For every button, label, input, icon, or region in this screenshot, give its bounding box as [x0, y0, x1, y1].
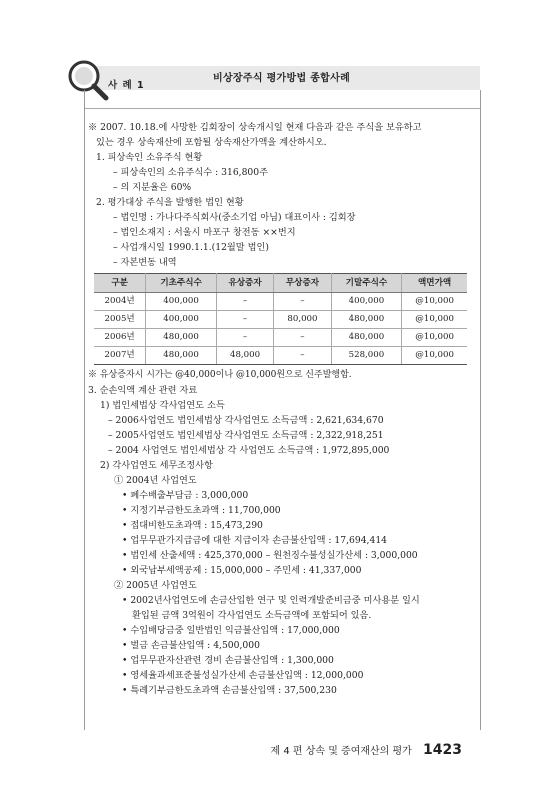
- table-cell: –: [274, 293, 331, 311]
- magnifier-icon: [64, 56, 110, 102]
- table-cell: 400,000: [331, 293, 402, 311]
- page-title: 비상장주식 평가방법 종합사례: [213, 73, 351, 84]
- list-item: • 업무무관자산관련 경비 손금불산입액 : 1,300,000: [122, 655, 334, 666]
- page-footer: [270, 742, 462, 758]
- list-item: • 외국납부세액공제 : 15,000,000 – 주민세 : 41,337,000: [122, 565, 362, 576]
- list-item: • 접대비한도초과액 : 15,473,290: [122, 520, 263, 531]
- table-cell: –: [216, 293, 273, 311]
- list-item: – 2006사업연도 법인세법상 각사업연도 소득금액 : 2,621,634,670: [108, 415, 384, 426]
- list-item: • 특례기부금한도초과액 손금불산입액 : 37,500,230: [122, 685, 337, 696]
- case-label: 사 례 1: [108, 80, 145, 91]
- table-cell: 480,000: [146, 329, 217, 347]
- table-cell: –: [274, 347, 331, 365]
- divider: [84, 108, 481, 109]
- table-cell: 480,000: [331, 329, 402, 347]
- capital-change-table: [94, 273, 467, 365]
- document-body: [88, 120, 473, 698]
- table-cell: @10,000: [402, 311, 467, 329]
- table-cell: 2007년: [94, 347, 146, 365]
- column-header: 무상증자: [274, 274, 331, 293]
- list-item: • 수입배당금중 일반법인 익금불산입액 : 17,000,000: [122, 625, 340, 636]
- year-heading: ② 2005년 사업연도: [114, 580, 197, 591]
- list-item-continuation: 환입된 금액 3억원이 각사업연도 소득금액에 포함되어 있음.: [132, 610, 372, 621]
- table-cell: 2004년: [94, 293, 146, 311]
- table-cell: 2005년: [94, 311, 146, 329]
- column-header: 기말주식수: [331, 274, 402, 293]
- list-item: – 법인명 : 가나다주식회사(중소기업 아님) 대표이사 : 김회장: [113, 212, 356, 223]
- table-row: [94, 311, 467, 329]
- column-header: 구분: [94, 274, 146, 293]
- subsection-heading: 2) 각사업연도 세무조정사항: [100, 460, 213, 471]
- table-cell: 400,000: [146, 293, 217, 311]
- list-item: • 업무무관가지급금에 대한 지급이자 손금불산입액 : 17,694,414: [122, 535, 388, 546]
- table-cell: @10,000: [402, 347, 467, 365]
- list-item: – 피상속인의 소유주식수 : 316,800주: [113, 167, 268, 178]
- table-cell: –: [216, 329, 273, 347]
- subsection-heading: 1) 법인세법상 각사업연도 소득: [100, 400, 225, 411]
- section-label: 제 4 편 상속 및 증여재산의 평가: [270, 746, 412, 757]
- list-item: • 폐수배출부담금 : 3,000,000: [122, 490, 249, 501]
- list-item: – 2004 사업연도 법인세법상 각 사업연도 소득금액 : 1,972,895,000: [108, 445, 390, 456]
- list-item: • 영세율과세표준불성실가산세 손금불산입액 : 12,000,000: [122, 670, 364, 681]
- table-cell: –: [216, 311, 273, 329]
- table-cell: 528,000: [331, 347, 402, 365]
- year-heading: ① 2004년 사업연도: [114, 475, 197, 486]
- table-cell: @10,000: [402, 293, 467, 311]
- table-cell: 80,000: [274, 311, 331, 329]
- intro-line: ※ 2007. 10.18.에 사망한 김회장이 상속개시일 현재 다음과 같은 주식을 보유하고: [88, 122, 422, 133]
- list-item: – 사업개시일 1990.1.1.(12월말 법인): [113, 242, 269, 253]
- list-item: – 의 지분율은 60%: [113, 182, 192, 193]
- column-header: 유상증자: [216, 274, 273, 293]
- table-note: ※ 유상증자시 시가는 @40,000이나 @10,000원으로 신주발행함.: [88, 370, 352, 380]
- left-border: [84, 90, 85, 730]
- table-cell: 2006년: [94, 329, 146, 347]
- list-item: – 자본변동 내역: [113, 257, 177, 268]
- list-item: • 법인세 산출세액 : 425,370,000 – 원천징수불성실가산세 : 3,000,000: [122, 550, 418, 561]
- column-header: 기초주식수: [146, 274, 217, 293]
- section-heading: 2. 평가대상 주식을 발행한 법인 현황: [96, 197, 244, 208]
- table-header-row: [94, 274, 467, 293]
- page-number: 1423: [423, 742, 462, 758]
- table-row: [94, 347, 467, 365]
- table-cell: @10,000: [402, 329, 467, 347]
- table-cell: 480,000: [331, 311, 402, 329]
- table-cell: 48,000: [216, 347, 273, 365]
- list-item: – 법인소재지 : 서울시 마포구 창전동 ××번지: [113, 227, 296, 238]
- table-row: [94, 293, 467, 311]
- section-heading: 3. 순손익액 계산 관련 자료: [88, 385, 198, 396]
- column-header: 액면가액: [402, 274, 467, 293]
- intro-line: 있는 경우 상속재산에 포함될 상속재산가액을 계산하시오.: [96, 137, 327, 148]
- table-cell: –: [274, 329, 331, 347]
- section-heading: 1. 피상속인 소유주식 현황: [96, 152, 203, 163]
- table-cell: 400,000: [146, 311, 217, 329]
- list-item: • 지정기부금한도초과액 : 11,700,000: [122, 505, 281, 516]
- list-item: – 2005사업연도 법인세법상 각사업연도 소득금액 : 2,322,918,251: [108, 430, 384, 441]
- table-row: [94, 329, 467, 347]
- list-item: • 2002년사업연도에 손금산입한 연구 및 인력개발준비금중 미사용분 일시: [122, 595, 420, 606]
- list-item: • 벌금 손금불산입액 : 4,500,000: [122, 640, 260, 651]
- right-border: [480, 90, 481, 730]
- table-cell: 480,000: [146, 347, 217, 365]
